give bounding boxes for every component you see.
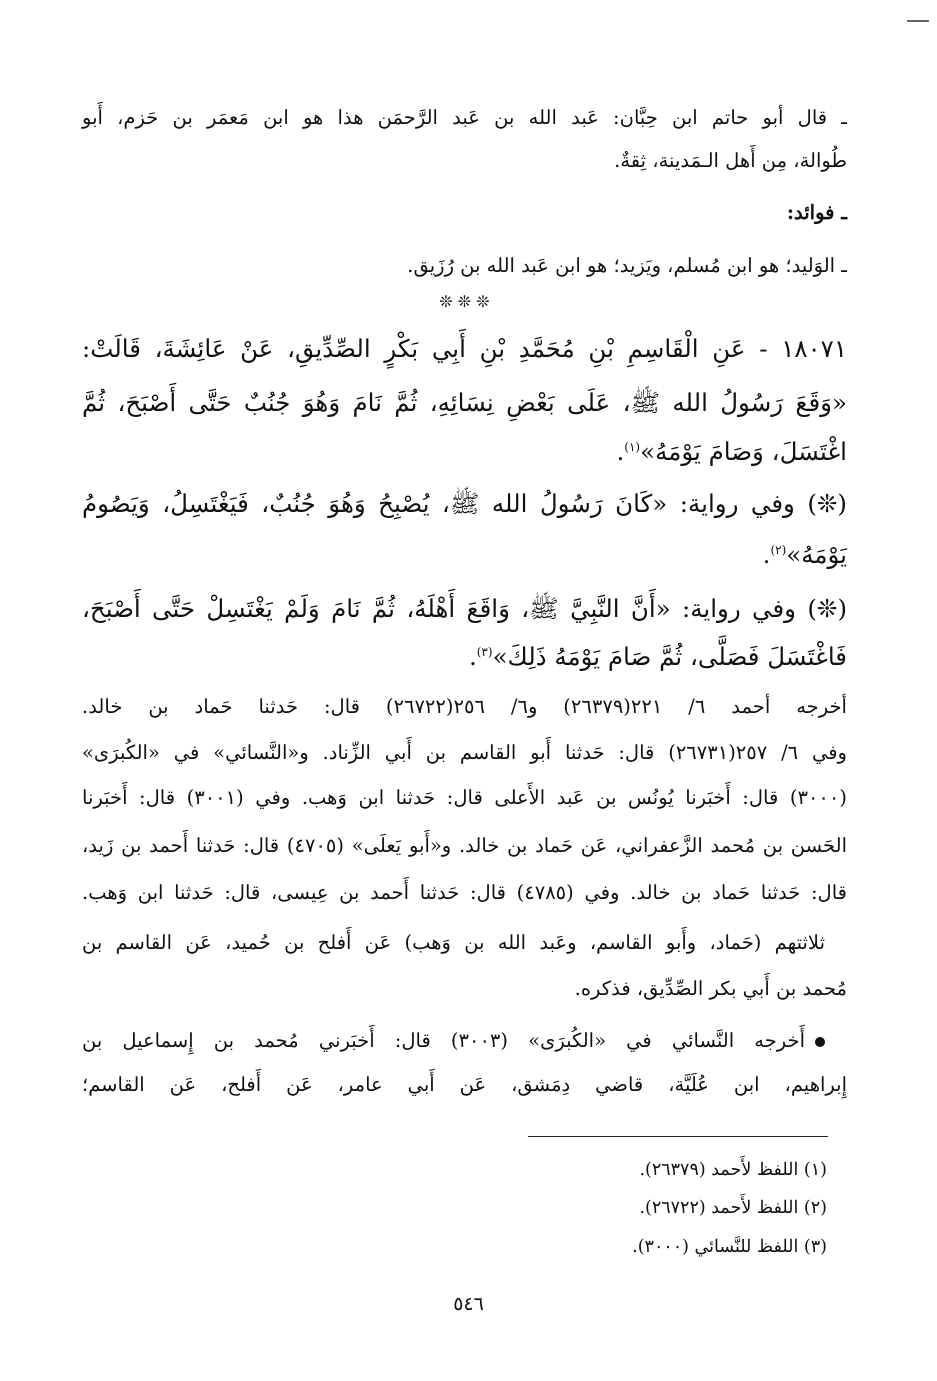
footnote-divider bbox=[528, 1136, 828, 1137]
hadith-line-1 bbox=[82, 334, 847, 363]
takhrij-line-2: وفي ٦/ ٢٥٧(٢٦٧٣١) قال: حَدثنا أَبو القاسم بن أَبي الزِّناد. و«النَّسائي» في «الكُبرَى» bbox=[82, 741, 847, 764]
takhrij-line-1: أخرجه أحمد ٦/ ٢٢١(٢٦٣٧٩) و٦/ ٢٥٦(٢٦٧٢٢) قال: حَدثنا حَماد بن خالد. bbox=[82, 695, 847, 718]
takhrij-bullet-line-1: أَخرجه النَّسائي في «الكُبرَى» (٣٠٠٣) قال: أَخبَرني مُحمد بن إِسماعيل بن bbox=[82, 1029, 825, 1052]
footnote-3: (٣) اللفظ للنَّسائي (٣٠٠٠). bbox=[632, 1237, 827, 1257]
takhrij-line-4: الحَسن بن مُحمد الزَّعفراني، عَن حَماد بن خالد. و«أَبو يَعلَى» (٤٧٠٥) قال: حَدثنا أَحمد بن زَيد، bbox=[82, 834, 847, 857]
hadith-text-1: عَنِ الْقَاسِمِ بْنِ مُحَمَّدِ بْنِ أَبِي بَكْرٍ الصِّدِّيقِ، عَنْ عَائِشَةَ، قَالَتْ: bbox=[82, 334, 746, 363]
benefits-line: ـ الوَليد؛ هو ابن مُسلم، ويَزيد؛ هو ابن عَبد الله بن رُزَيق. bbox=[407, 254, 847, 277]
riwaya-2-line-1: (❊) وفي رواية: «أَنَّ النَّبِيَّ ﷺ، وَاقَعَ أَهْلَهُ، ثُمَّ نَامَ وَلَمْ يَغْتَسِلْ حَتَّى أَصْبَحَ، bbox=[82, 594, 847, 623]
footnote-1: (١) اللفظ لأَحمد (٢٦٣٧٩). bbox=[639, 1160, 827, 1180]
footnote-2: (٢) اللفظ لأَحمد (٢٦٧٢٢). bbox=[639, 1198, 827, 1218]
footnote-ref-3: (٣) bbox=[476, 644, 493, 659]
hadith-line-2: «وَقَعَ رَسُولُ الله ﷺ، عَلَى بَعْضِ نِسَائِهِ، ثُمَّ نَامَ وَهُوَ جُنُبٌ حَتَّى أَصْبَحَ، ثُمَّ bbox=[82, 388, 847, 417]
takhrij-line-3: (٣٠٠٠) قال: أَخبَرنا يُونُس بن عَبد الأَعلى قال: حَدثنا ابن وَهب. وفي (٣٠٠١) قال: أَخبَرنا bbox=[82, 786, 847, 809]
riwaya-1-line-1: (❊) وفي رواية: «كَانَ رَسُولُ الله ﷺ، يُصْبِحُ وَهُوَ جُنُبٌ، فَيَغْتَسِلُ، وَيَصُومُ bbox=[82, 489, 847, 518]
riwaya-1-line-2: يَوْمَهُ»$^{(٢)}$. bbox=[762, 540, 847, 569]
hadith-number: ١٨٠٧١ - bbox=[759, 334, 847, 363]
takhrij-line-7: مُحمد بن أَبي بكر الصِّدِّيق، فذكره. bbox=[574, 977, 847, 1000]
bullet-icon bbox=[815, 1037, 825, 1047]
takhrij-line-5: قال: حَدثنا حَماد بن خالد. وفي (٤٧٨٥) قال: حَدثنا أَحمد بن عِيسى، قال: حَدثنا ابن وَهب. bbox=[82, 881, 847, 904]
separator: ❊ ❊ ❊ bbox=[439, 292, 490, 311]
intro-line-1: ـ قال أبو حاتم ابن حِبَّان: عَبد الله بن عَبد الرَّحمَن هذا هو ابن مَعمَر بن حَزم، أَبو bbox=[82, 106, 847, 129]
footnote-ref-1: (١) bbox=[624, 439, 641, 454]
takhrij-line-6: ثلاثتهم (حَماد، وأَبو القاسم، وعَبد الله بن وَهب) عَن أَفلح بن حُميد، عَن القاسم بن bbox=[82, 931, 825, 954]
benefits-heading: ـ فوائد: bbox=[786, 201, 847, 224]
page-number: ٥٤٦ bbox=[453, 1293, 484, 1315]
riwaya-2-line-2: فَاغْتَسَلَ فَصَلَّى، ثُمَّ صَامَ يَوْمَهُ ذَلِكَ»$^{(٣)}$. bbox=[468, 642, 847, 671]
takhrij-bullet-line-2: إِبراهيم، ابن عُلَيَّة، قاضي دِمَشق، عَن أَبي عامر، عَن أَفلح، عَن القاسم؛ bbox=[82, 1073, 847, 1096]
footnote-ref-2: (٢) bbox=[770, 542, 787, 557]
corner-mark bbox=[907, 20, 929, 22]
intro-line-2: طُوالة، مِن أَهل الـمَدينة، ثِقةٌ. bbox=[614, 149, 847, 172]
hadith-line-3: اغْتَسَلَ، وَصَامَ يَوْمَهُ»$^{(١)}$. bbox=[616, 437, 847, 466]
